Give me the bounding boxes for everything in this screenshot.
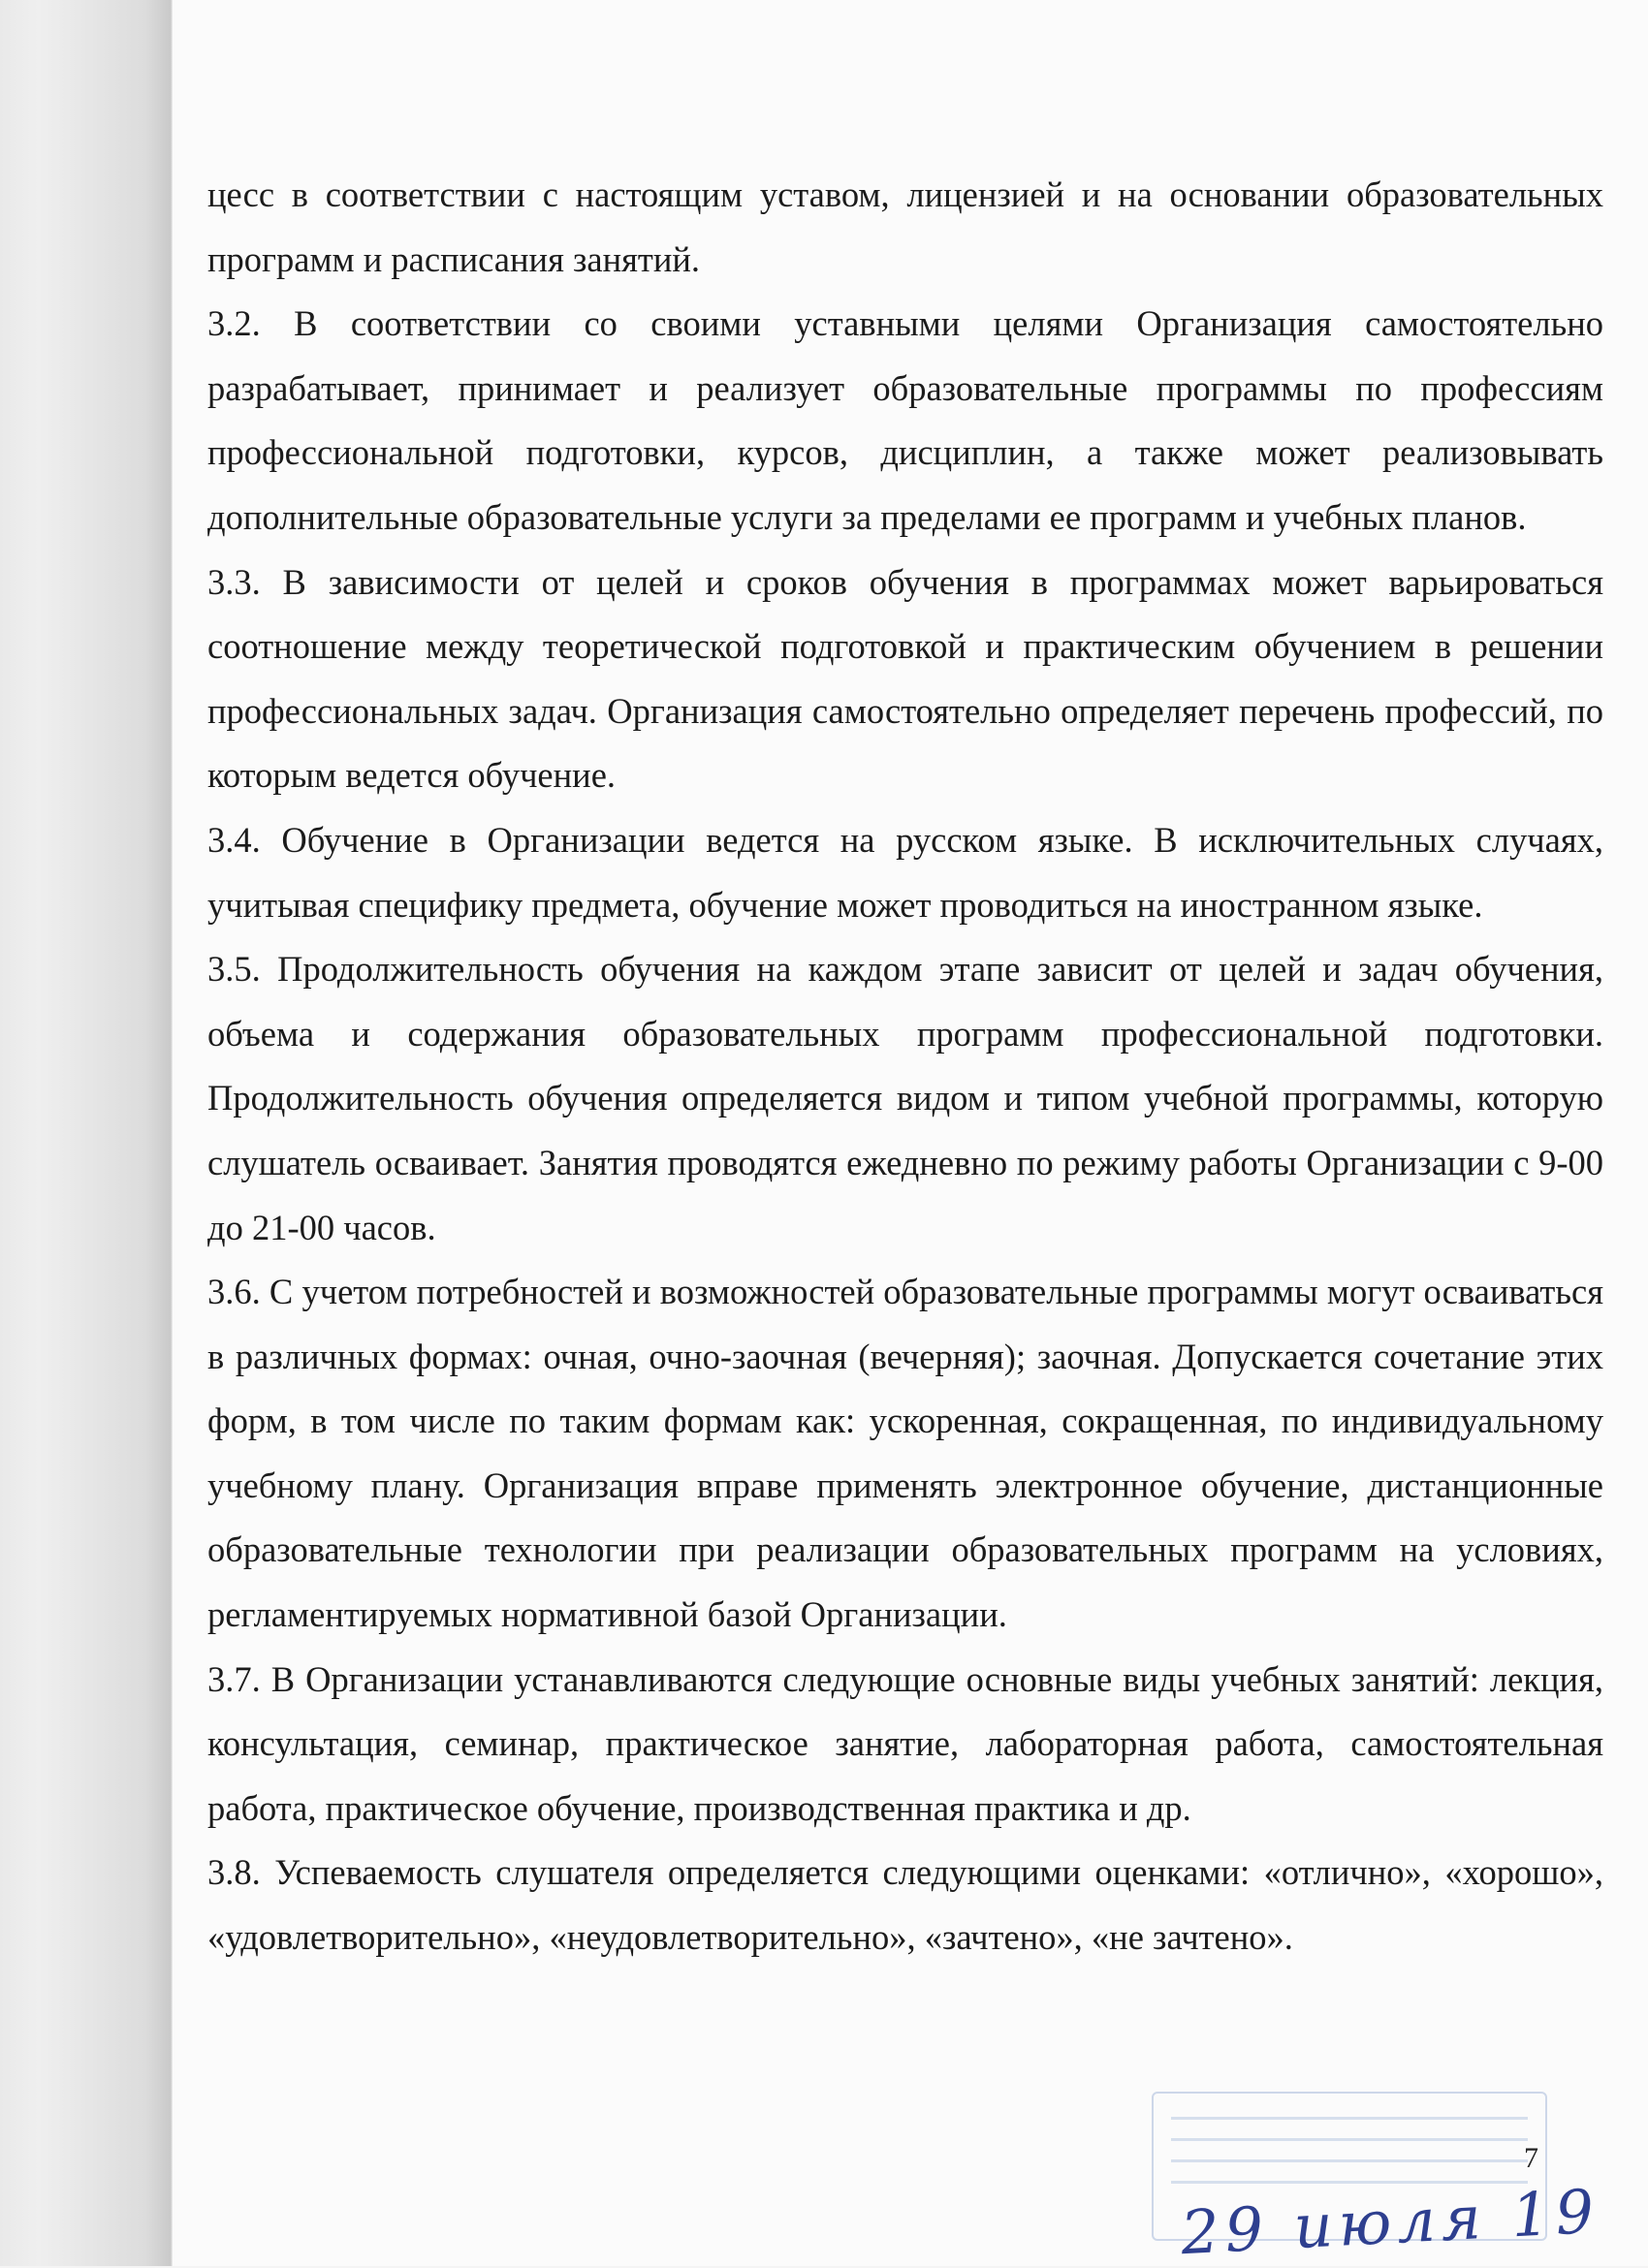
- document-page: [173, 0, 1648, 2266]
- paragraph-3-2: 3.2. В соответствии со своими уставными целями Организация самостоятельно разрабатывает, принимает и реализует образовательные программы по профессиям профессиональной подготовки, курсов, дисциплин, а также может реализовывать дополнительные образовательные услуги за пределами ее программ и учебных планов.: [207, 303, 1603, 537]
- paragraph-3-4: 3.4. Обучение в Организации ведется на русском языке. В исключительных случаях, учитывая специфику предмета, обучение может проводиться на иностранном языке.: [207, 819, 1603, 925]
- paragraph-3-5: 3.5. Продолжительность обучения на каждом этапе зависит от целей и задач обучения, объема и содержания образовательных программ профессиональной подготовки. Продолжительность обучения определяется видом и типом учебной программы, которую слушатель осваивает. Занятия проводятся ежедневно по режиму работы Организации с 9-00 до 21-00 часов.: [207, 949, 1603, 1247]
- paragraph-3-8: 3.8. Успеваемость слушателя определяется следующими оценками: «отлично», «хорошо», «удовлетворительно», «неудовлетворительно», «зачтено», «не зачтено».: [207, 1852, 1603, 1958]
- stamp-line: [1171, 2159, 1528, 2162]
- stamp-line: [1171, 2117, 1528, 2120]
- document-body: [207, 163, 1603, 1970]
- handwritten-date: 29 июля 19: [1179, 2175, 1601, 2268]
- paragraph-3-6: 3.6. С учетом потребностей и возможностей образовательные программы могут осваиваться в различных формах: очная, очно-заочная (вечерняя); заочная. Допускается сочетание этих форм, в том числе по таким формам как: ускоренная, сокращенная, по индивидуальному учебному плану. Организация вправе применять электронное обучение, дистанционные образовательные технологии при реализации образовательных программ на условиях, регламентируемых нормативной базой Организации.: [207, 1272, 1603, 1635]
- scan-shadow-edge: [0, 0, 173, 2266]
- paragraph-3-3: 3.3. В зависимости от целей и сроков обучения в программах может варьироваться соотношение между теоретической подготовкой и практическим обучением в решении профессиональных задач. Организация самостоятельно определяет перечень профессий, по которым ведется обучение.: [207, 561, 1603, 796]
- paragraph-3-7: 3.7. В Организации устанавливаются следующие основные виды учебных занятий: лекция, консультация, семинар, практическое занятие, лабораторная работа, самостоятельная работа, практическое обучение, производственная практика и др.: [207, 1658, 1603, 1828]
- page-number: 7: [1524, 2142, 1538, 2174]
- stamp-line: [1171, 2138, 1528, 2141]
- paragraph-continuation: цесс в соответствии с настоящим уставом, лицензией и на основании образовательных программ и расписания занятий.: [207, 174, 1603, 279]
